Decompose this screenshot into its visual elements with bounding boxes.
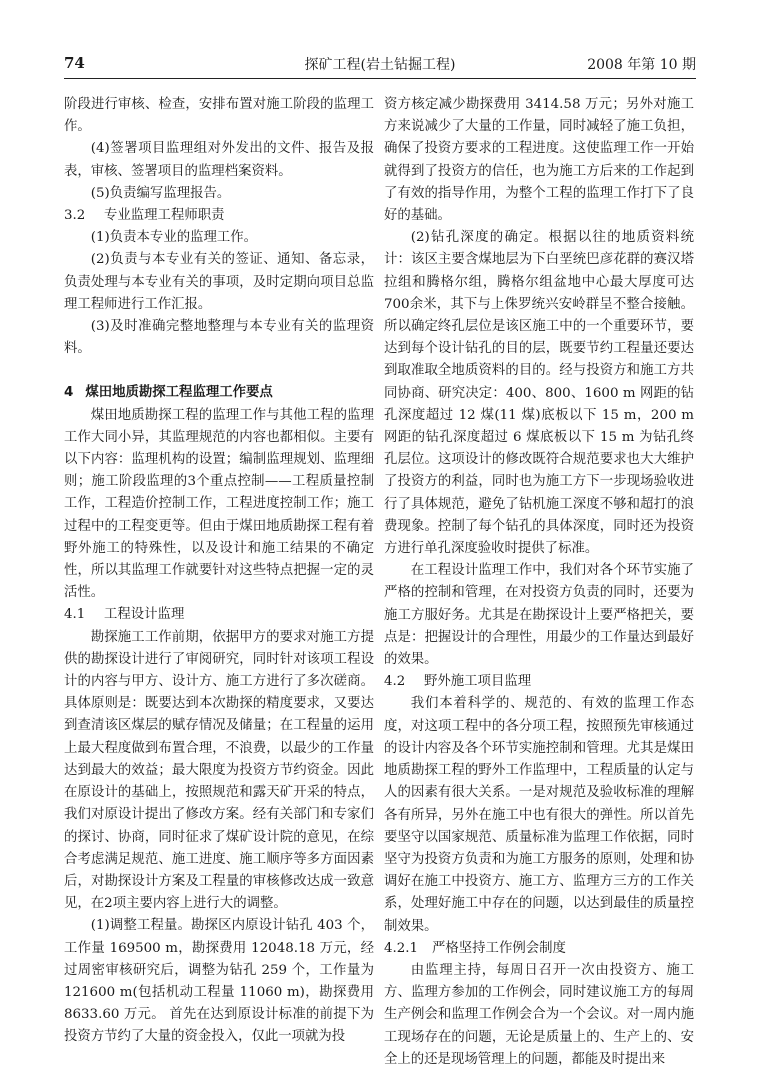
paragraph: (2)钻孔深度的确定。根据以往的地质资料统计：该区主要含煤地层为下白垩统巴彦花群的赛汉塔拉组和腾格尔组，腾格尔组盆地中心最大厚度可达700余米，其下与上侏罗统兴安岭群呈不整合接触。所以确定终孔层位是该区施工中的一个重要环节，要达到每个设计钻孔的目的层，既要节约工程量还要达到取准取全地质资料的目的。经与投资方和施工方共同协商、研究决定：400、800、1600 m 网距的钻孔深度超过 12 煤(11 煤)底板以下 15 m，200 m 网距的钻孔深度超过 6 煤底板以下 15 m 为钻孔终孔层位。这项设计的修改既符合规范要求也大大维护了投资方的利益，同时也为施工方下一步现场验收进行了具体规范，避免了钻机施工深度不够和超打的浪费现象。控制了每个钻孔的具体深度，同时还为投资方进行单孔深度验收时提供了标准。 xyxy=(384,230,694,557)
section-number: 3.2 xyxy=(64,208,86,224)
paragraph: (1)调整工程量。勘探区内原设计钻孔 403 个，工作量 169500 m，勘探费用 12048.18 万元，经过周密审核研究后，调整为钻孔 259 个，工作量为 121600 m(包括机动工程量 11060 m)，勘探费用 8633.60 万元。 首先在达到原设计标准的前提下为投资方节约了大量的资金投入，仅此一项就为投 xyxy=(64,918,374,1045)
page-header xyxy=(64,52,696,79)
paragraph: 资方核定减少勘探费用 3414.58 万元；另外对施工方来说减少了大量的工作量，同时减轻了施工负担，确保了投资方要求的工程进度。这使监理工作一开始就得到了投资方的信任，也为施工方后来的工作起到了有效的指导作用，为整个工程的监理工作打下了良好的基础。 xyxy=(384,97,694,224)
section-heading-4-1 xyxy=(64,604,374,626)
right-column xyxy=(384,94,694,1071)
section-heading-3-2 xyxy=(64,205,374,227)
paragraph: 我们本着科学的、规范的、有效的监理工作态度，对这项工程中的各分项工程，按照预先审核通过的设计内容及各个环节实施控制和管理。尤其是煤田地质勘探工程的野外工作监理中，工程质量的认定与人的因素有很大关系。一是对规范及验收标准的理解各有所异，另外在施工中也有很大的弹性。所以首先要坚守以国家规范、质量标准为监理工作依据，同时坚守为投资方负责和为施工方服务的原则，处理和协调好在施工中投资方、施工方、监理方三方的工作关系，处理好施工中存在的问题，以达到最佳的质量控制效果。 xyxy=(384,696,694,934)
section-number: 4 xyxy=(64,385,74,401)
paragraph: (4)签署项目监理组对外发出的文件、报告及报表，审核、签署项目的监理档案资料。 xyxy=(64,141,374,179)
paragraph: (2)负责与本专业有关的签证、通知、备忘录，负责处理与本专业有关的事项，及时定期向项目总监理工程师进行工作汇报。 xyxy=(64,252,374,312)
section-number: 4.1 xyxy=(64,607,86,623)
section-heading-4-2-1 xyxy=(384,938,694,960)
paragraph: (5)负责编写监理报告。 xyxy=(90,185,231,201)
issue-label: 2008 年第 10 期 xyxy=(587,57,696,73)
paragraph: 勘探施工工作前期，依据甲方的要求对施工方提供的勘探设计进行了审阅研究，同时针对该项工程设计的内容与甲方、设计方、施工方进行了多次磋商。具体原则是：既要达到本次勘探的精度要求，又要达到查清该区煤层的赋存情况及储量；在工程量的运用上最大程度做到布置合理，不浪费，以最少的工作量达到最大的效益；最大限度为投资方节约资金。因此在原设计的基础上，按照规范和露天矿开采的特点，我们对原设计提出了修改方案。经有关部门和专家们的探讨、协商，同时征求了煤矿设计院的意见，在综合考虑满足规范、施工进度、施工顺序等多方面因素后，对勘探设计方案及工程量的审核修改达成一致意见，在2项主要内容上进行大的调整。 xyxy=(64,629,374,912)
paragraph: (3)及时准确完整地整理与本专业有关的监理资料。 xyxy=(64,319,374,357)
section-title: 煤田地质勘探工程监理工作要点 xyxy=(85,385,273,401)
section-title: 严格坚持工作例会制度 xyxy=(432,940,566,956)
section-heading-4-2 xyxy=(384,671,694,693)
section-title: 专业监理工程师职责 xyxy=(104,208,225,224)
paragraph: (1)负责本专业的监理工作。 xyxy=(90,230,258,246)
section-number: 4.2.1 xyxy=(384,940,419,956)
paragraph: 阶段进行审核、检查，安排布置对施工阶段的监理工作。 xyxy=(64,97,374,135)
section-number: 4.2 xyxy=(384,674,406,690)
paragraph: 煤田地质勘探工程的监理工作与其他工程的监理工作大同小异，其监理规范的内容也都相似。主要有以下内容：监理机构的设置；编制监理规划、监理细则；施工阶段监理的3个重点控制——工程质量控制工作，工程造价控制工作，工程进度控制工作；施工过程中的工程变更等。但由于煤田地质勘探工程有着野外施工的特殊性，以及设计和施工结果的不确定性，所以其监理工作就要针对这些特点把握一定的灵活性。 xyxy=(64,407,374,601)
left-column xyxy=(64,94,374,1049)
section-heading-4 xyxy=(64,382,374,404)
paragraph: 在工程设计监理工作中，我们对各个环节实施了严格的控制和管理，在对投资方负责的同时，还要为施工方服好务。尤其是在勘探设计上要严格把关，要点是：把握设计的合理性，用最少的工作量达到最好的效果。 xyxy=(384,563,694,668)
journal-title: 探矿工程(岩土钻掘工程) xyxy=(304,57,456,73)
section-title: 野外施工项目监理 xyxy=(424,674,532,690)
page-number: 74 xyxy=(64,54,85,72)
section-title: 工程设计监理 xyxy=(104,607,185,623)
paragraph: 由监理主持，每周日召开一次由投资方、施工方、监理方参加的工作例会，同时建议施工方的每周生产例会和监理工作例会合为一个会议。对一周内施工现场存在的问题，无论是质量上的、生产上的、安全上的还是现场管理上的问题，都能及时提出来 xyxy=(384,962,694,1067)
